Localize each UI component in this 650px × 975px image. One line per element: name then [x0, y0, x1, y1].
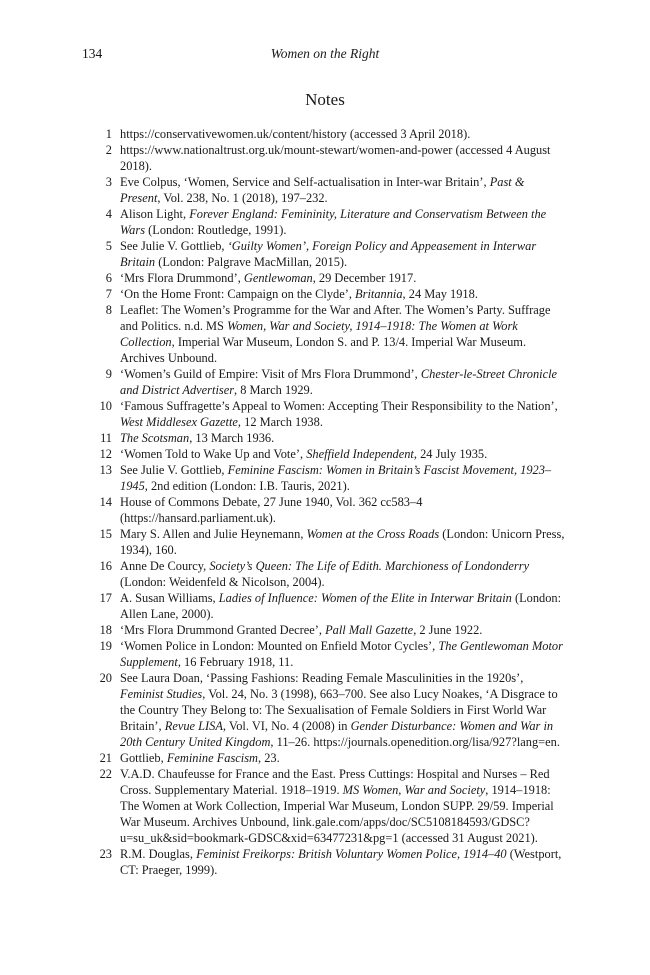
note-text — [120, 766, 567, 846]
notes-list — [82, 126, 567, 878]
note-text-segment: , 8 March 1929. — [234, 383, 313, 397]
note-number: 8 — [105, 303, 112, 317]
note-text-segment: ‘On the Home Front: Campaign on the Clyde’, — [120, 287, 356, 301]
note-text — [120, 174, 567, 206]
note-number: 11 — [100, 431, 112, 445]
note-text-segment: ‘Women Told to Wake Up and Vote’, — [120, 447, 307, 461]
note-text — [120, 238, 567, 270]
note-text — [120, 430, 567, 446]
note-title-italic: Past & Present — [120, 175, 525, 205]
note-item — [82, 766, 567, 846]
note-text-segment: , 23. — [258, 751, 280, 765]
note-title-italic: Women, War and Society, 1914–1918: The Women at Work Collection — [120, 319, 518, 349]
note-item — [82, 238, 567, 270]
note-text-segment: , Vol. 24, No. 3 (1998), 663–700. See also Lucy Noakes, ‘A Disgrace to the Country They Belong to: The Sexualisation of Female Soldiers in First World War Britain’, — [120, 687, 558, 733]
note-text — [120, 526, 567, 558]
page-number: 134 — [82, 46, 103, 61]
note-item — [82, 398, 567, 430]
note-text-segment: See Julie V. Gottlieb, — [120, 239, 228, 253]
note-text-segment: , 16 February 1918, 11. — [177, 655, 294, 669]
note-text-segment: (London: Routledge, 1991). — [145, 223, 287, 237]
note-text — [120, 270, 567, 286]
note-text-segment: (London: Weidenfeld & Nicolson, 2004). — [120, 575, 325, 589]
note-text-segment: Anne De Courcy, — [120, 559, 210, 573]
note-item — [82, 366, 567, 398]
note-title-italic: Forever England: Femininity, Literature and Conservatism Between the Wars — [120, 207, 547, 237]
note-text — [120, 206, 567, 238]
note-item — [82, 750, 567, 766]
note-text — [120, 846, 567, 878]
note-text-segment: R.M. Douglas, — [120, 847, 197, 861]
note-text — [120, 462, 567, 494]
note-text-segment: , 24 July 1935. — [413, 447, 488, 461]
note-text — [120, 286, 567, 302]
note-title-italic: Pall Mall Gazette — [325, 623, 414, 637]
note-text-segment: https://www.nationaltrust.org.uk/mount-stewart/women-and-power (accessed 4 August 2018). — [120, 143, 551, 173]
note-text-segment: Alison Light, — [120, 207, 190, 221]
note-text-segment: A. Susan Williams, — [120, 591, 219, 605]
note-title-italic: Sheffield Independent — [306, 447, 414, 461]
note-text — [120, 622, 567, 638]
note-text — [120, 670, 567, 750]
note-title-italic: Chester-le-Street Chronicle and District Advertiser — [120, 367, 558, 397]
note-title-italic: Feminist Studies — [120, 687, 203, 701]
note-number: 3 — [105, 175, 112, 189]
note-item — [82, 174, 567, 206]
note-number: 17 — [99, 591, 112, 605]
note-number: 4 — [105, 207, 112, 221]
note-item — [82, 430, 567, 446]
note-item — [82, 286, 567, 302]
note-item — [82, 558, 567, 590]
note-text-segment: , Imperial War Museum, London S. and P. 13/4. Imperial War Museum. Archives Unbound. — [120, 335, 527, 365]
note-text — [120, 558, 567, 590]
note-item — [82, 622, 567, 638]
note-text — [120, 494, 567, 526]
note-number: 7 — [105, 287, 112, 301]
note-text-segment: (London: Allen Lane, 2000). — [120, 591, 562, 621]
note-item — [82, 446, 567, 462]
note-text-segment: , 12 March 1938. — [237, 415, 323, 429]
note-text-segment: , 1914–1918: The Women at Work Collection, Imperial War Museum, London SUPP. 29/59. Imperial War Museum. Archives Unbound, link.gale.com/apps/doc/SC5108184593/GDSC?u=su_uk&sid=bookmark-GDSC&xid=63477231&pg=1 (accessed 31 August 2021). — [120, 783, 554, 845]
note-text-segment: ‘Women’s Guild of Empire: Visit of Mrs Flora Drummond’, — [120, 367, 421, 381]
note-title-italic: The Gentlewoman Motor Supplement — [120, 639, 563, 669]
note-number: 23 — [99, 847, 112, 861]
note-text-segment: , 2 June 1922. — [413, 623, 483, 637]
note-text-segment: House of Commons Debate, 27 June 1940, Vol. 362 cc583–4 (https://hansard.parliament.uk). — [120, 495, 423, 525]
note-number: 10 — [99, 399, 112, 413]
note-text-segment: , Vol. VI, No. 4 (2008) in — [222, 719, 351, 733]
note-text — [120, 142, 567, 174]
note-number: 13 — [99, 463, 112, 477]
note-text-segment: Mary S. Allen and Julie Heynemann, — [120, 527, 307, 541]
note-text-segment: , 13 March 1936. — [189, 431, 275, 445]
note-item — [82, 462, 567, 494]
note-text-segment: V.A.D. Chaufeusse for France and the East. Press Cuttings: Hospital and Nurses – Red Cross. Supplementary Material. 1918–1919. — [120, 767, 550, 797]
note-title-italic: Feminist Freikorps: British Voluntary Women Police, 1914–40 — [196, 847, 507, 861]
note-number: 22 — [99, 767, 112, 781]
note-text — [120, 590, 567, 622]
note-title-italic: West Middlesex Gazette — [120, 415, 238, 429]
note-number: 14 — [99, 495, 112, 509]
note-title-italic: Gentlewoman — [243, 271, 313, 285]
note-item — [82, 670, 567, 750]
note-title-italic: MS Women, War and Society — [342, 783, 486, 797]
note-title-italic: Gender Disturbance: Women and War in 20th Century United Kingdom — [120, 719, 554, 749]
note-title-italic: Feminine Fascism — [166, 751, 258, 765]
running-head: Women on the Right — [270, 46, 380, 61]
note-title-italic: Revue LISA — [164, 719, 223, 733]
note-text-segment: (Westport, CT: Praeger, 1999). — [120, 847, 562, 877]
note-title-italic: ‘Guilty Women’, Foreign Policy and Appeasement in Interwar Britain — [120, 239, 537, 269]
note-text-segment: , 11–26. https://journals.openedition.org/lisa/927?lang=en. — [270, 735, 560, 749]
note-item — [82, 302, 567, 366]
note-number: 1 — [105, 127, 112, 141]
note-item — [82, 270, 567, 286]
note-title-italic: Society’s Queen: The Life of Edith. Marchioness of Londonderry — [209, 559, 530, 573]
note-title-italic: Women at the Cross Roads — [306, 527, 440, 541]
note-text-segment: See Laura Doan, ‘Passing Fashions: Reading Female Masculinities in the 1920s’, — [120, 671, 524, 685]
note-text-segment: (London: Palgrave MacMillan, 2015). — [155, 255, 348, 269]
note-text — [120, 366, 567, 398]
note-number: 16 — [99, 559, 112, 573]
note-text-segment: ‘Famous Suffragette’s Appeal to Women: Accepting Their Responsibility to the Nation’, — [120, 399, 558, 413]
note-text-segment: See Julie V. Gottlieb, — [120, 463, 228, 477]
note-item — [82, 126, 567, 142]
note-text-segment: , 24 May 1918. — [402, 287, 478, 301]
note-text — [120, 398, 567, 430]
note-number: 9 — [105, 367, 112, 381]
note-item — [82, 638, 567, 670]
note-number: 2 — [105, 143, 112, 157]
note-number: 12 — [99, 447, 112, 461]
note-number: 19 — [99, 639, 112, 653]
note-number: 21 — [99, 751, 112, 765]
note-title-italic: The Scotsman — [120, 431, 190, 445]
note-text — [120, 750, 567, 766]
note-text-segment: ‘Women Police in London: Mounted on Enfield Motor Cycles’, — [120, 639, 439, 653]
note-text-segment: (London: Unicorn Press, 1934), 160. — [120, 527, 565, 557]
note-text-segment: https://conservativewomen.uk/content/history (accessed 3 April 2018). — [120, 127, 471, 141]
note-number: 5 — [105, 239, 112, 253]
note-text-segment: , 29 December 1917. — [312, 271, 417, 285]
note-title-italic: Britannia — [355, 287, 403, 301]
note-item — [82, 206, 567, 238]
note-number: 15 — [99, 527, 112, 541]
note-text — [120, 302, 567, 366]
note-number: 18 — [99, 623, 112, 637]
note-title-italic: Ladies of Influence: Women of the Elite in Interwar Britain — [218, 591, 512, 605]
note-text — [120, 446, 567, 462]
note-text-segment: ‘Mrs Flora Drummond Granted Decree’, — [120, 623, 326, 637]
note-title-italic: Feminine Fascism: Women in Britain’s Fascist Movement, 1923–1945 — [120, 463, 552, 493]
note-text-segment: , Vol. 238, No. 1 (2018), 197–232. — [157, 191, 328, 205]
note-item — [82, 142, 567, 174]
note-item — [82, 846, 567, 878]
note-text — [120, 126, 567, 142]
note-number: 6 — [105, 271, 112, 285]
note-text-segment: Gottlieb, — [120, 751, 167, 765]
note-text-segment: , 2nd edition (London: I.B. Tauris, 2021). — [144, 479, 350, 493]
note-item — [82, 590, 567, 622]
note-number: 20 — [99, 671, 112, 685]
note-item — [82, 526, 567, 558]
note-text-segment: ‘Mrs Flora Drummond’, — [120, 271, 244, 285]
note-item — [82, 494, 567, 526]
note-text-segment: Eve Colpus, ‘Women, Service and Self-actualisation in Inter-war Britain’, — [120, 175, 490, 189]
note-text-segment: Leaflet: The Women’s Programme for the War and After. The Women’s Party. Suffrage and Politics. n.d. MS — [120, 303, 551, 333]
note-text — [120, 638, 567, 670]
notes-heading: Notes — [305, 90, 345, 109]
